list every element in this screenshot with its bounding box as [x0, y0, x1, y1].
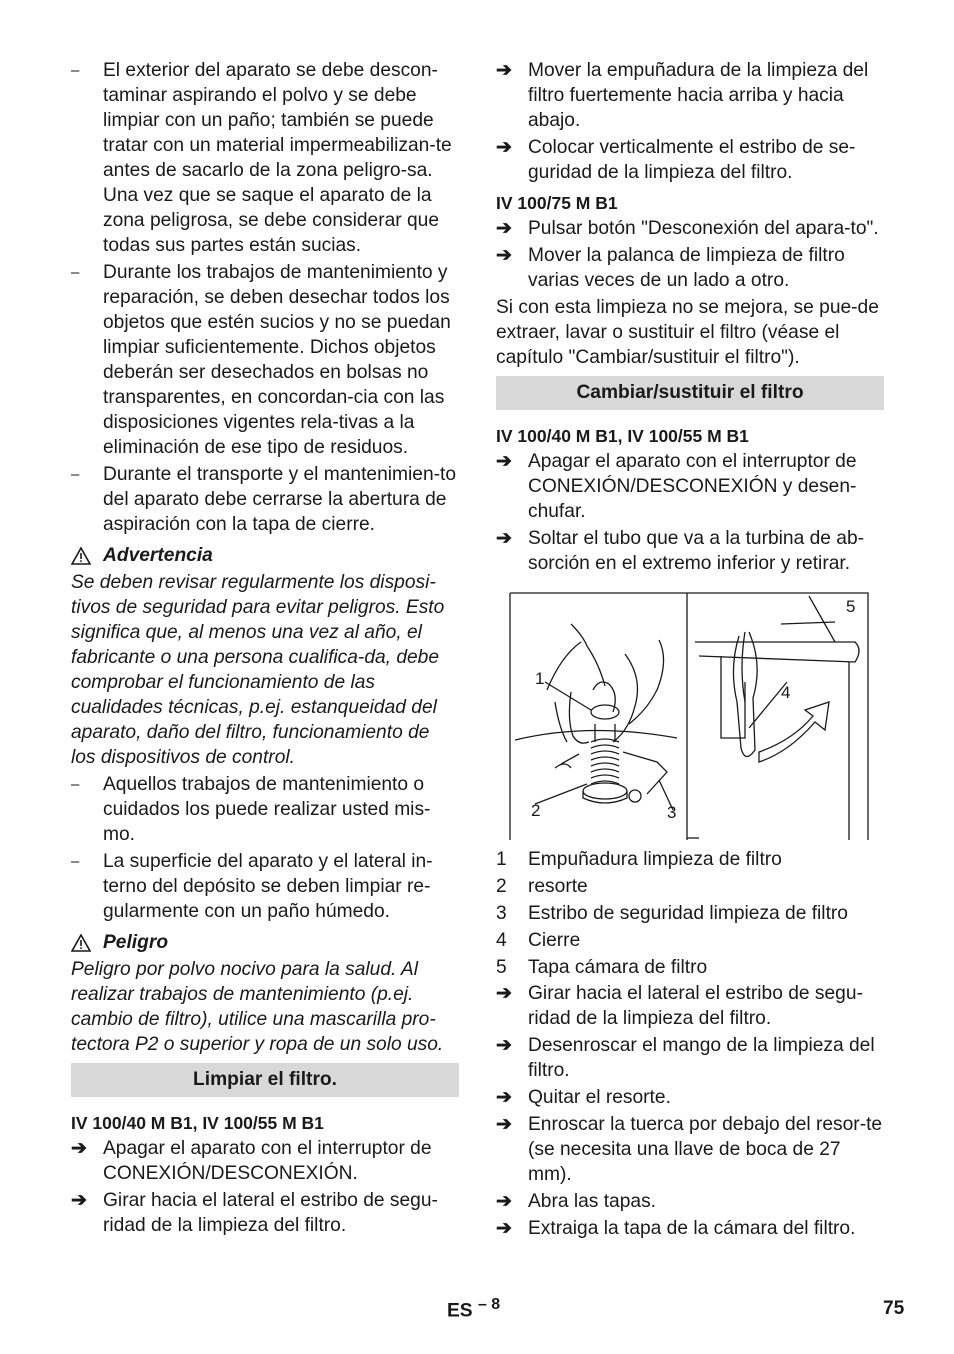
section-title: Limpiar el filtro.	[71, 1063, 459, 1097]
step-item: ➔ Girar hacia el lateral el estribo de segu-ridad de la limpieza del filtro.	[496, 983, 863, 1029]
arrow-right-icon: ➔	[496, 528, 512, 549]
callout-2: 2	[531, 801, 541, 820]
step-item: ➔ Mover la palanca de limpieza de filtro varias veces de un lado a otro.	[496, 245, 845, 291]
model-subheading: IV 100/40 M B1, IV 100/55 M B1	[496, 426, 749, 446]
callout-1: 1	[535, 669, 545, 688]
legend-item: 1 Empuñadura limpieza de filtro	[496, 849, 782, 870]
list-item: – Aquellos trabajos de mantenimiento o cuidados los puede realizar usted mis-mo.	[71, 774, 431, 845]
step-item: ➔ Extraiga la tapa de la cámara del filtro.	[496, 1218, 856, 1239]
filter-figure	[509, 592, 869, 840]
arrow-right-icon: ➔	[71, 1190, 87, 1211]
list-item: – La superficie del aparato y el lateral in-terno del depósito se deben limpiar re-gularmente con un paño húmedo.	[71, 851, 433, 922]
callout-3: 3	[667, 803, 677, 822]
warning-text: Se deben revisar regularmente los disposi-tivos de seguridad para evitar peligros. Esto significa que, al menos una vez al año, el fabricante o una persona cualifica-da, debe comprobar el funcionamiento de las cualidades técnicas, p.ej. estanqueidad del aparato, daño del filtro, funcionamiento de los dispositivos de control.	[71, 572, 445, 768]
list-item: – Durante los trabajos de mantenimiento y reparación, se deben desechar todos los objetos que estén sucios y no se puedan limpiar suficientemente. Dichos objetos deberán ser desechados en bolsas no transparentes, en concordan-cia con las disposiciones vigentes rela-tivas a la eliminación de ese tipo de residuos.	[71, 262, 451, 458]
model-subheading: IV 100/75 M B1	[496, 193, 618, 213]
legend-item: 5 Tapa cámara de filtro	[496, 957, 708, 978]
legend-item: 2 resorte	[496, 876, 588, 897]
step-item: ➔ Pulsar botón "Desconexión del apara-to".	[496, 218, 879, 239]
filter-cleaning-illustration	[509, 592, 869, 840]
step-item: ➔ Quitar el resorte.	[496, 1087, 671, 1108]
legend-item: 4 Cierre	[496, 930, 581, 951]
step-item: ➔ Mover la empuñadura de la limpieza del filtro fuertemente hacia arriba y hacia abajo.	[496, 60, 869, 131]
danger-text: Peligro por polvo nocivo para la salud. Al realizar trabajos de mantenimiento (p.ej. cambio de filtro), utilice una mascarilla pro-tectora P2 o superior y ropa de un solo uso.	[71, 959, 444, 1055]
section-title: Cambiar/sustituir el filtro	[496, 376, 884, 410]
arrow-right-icon: ➔	[496, 218, 512, 239]
step-item: ➔ Girar hacia el lateral el estribo de segu-ridad de la limpieza del filtro.	[71, 1190, 438, 1236]
step-item: ➔ Apagar el aparato con el interruptor de CONEXIÓN/DESCONEXIÓN y desen-chufar.	[496, 451, 857, 522]
page-footer-section: ES $^{- 8}$	[447, 1296, 501, 1322]
list-item: – El exterior del aparato se debe descon-taminar aspirando el polvo y se debe limpiar con un paño; también se puede tratar con un material impermeabilizan-te antes de sacarlo de la zona peligro-sa. Una vez que se saque el aparato de la zona peligrosa, se debe considerar que todas sus partes están sucias.	[71, 60, 452, 256]
legend-item: 3 Estribo de seguridad limpieza de filtro	[496, 903, 848, 924]
arrow-right-icon: ➔	[496, 1114, 512, 1135]
step-item: ➔ Colocar verticalmente el estribo de se-guridad de la limpieza del filtro.	[496, 137, 856, 183]
arrow-right-icon: ➔	[496, 60, 512, 81]
right-column	[496, 58, 884, 1243]
arrow-right-icon: ➔	[496, 137, 512, 158]
page-number: 75	[883, 1298, 905, 1319]
step-item: ➔ Desenroscar el mango de la limpieza del filtro.	[496, 1035, 875, 1081]
arrow-right-icon: ➔	[496, 983, 512, 1004]
list-item: – Durante el transporte y el mantenimien-to del aparato debe cerrarse la abertura de aspiración con la tapa de cierre.	[71, 464, 457, 535]
left-column	[71, 58, 459, 1240]
arrow-right-icon: ➔	[496, 1035, 512, 1056]
step-item: ➔ Abra las tapas.	[496, 1191, 656, 1212]
callout-4: 4	[781, 683, 791, 702]
danger-heading: Peligro	[71, 930, 459, 955]
arrow-right-icon: ➔	[496, 245, 512, 266]
arrow-right-icon: ➔	[71, 1138, 87, 1159]
callout-5: 5	[846, 597, 856, 616]
arrow-right-icon: ➔	[496, 451, 512, 472]
model-subheading: IV 100/40 M B1, IV 100/55 M B1	[71, 1113, 324, 1133]
warning-triangle-icon	[71, 934, 91, 952]
step-item: ➔ Apagar el aparato con el interruptor de CONEXIÓN/DESCONEXIÓN.	[71, 1138, 432, 1184]
step-item: ➔ Soltar el tubo que va a la turbina de ab-sorción en el extremo inferior y retirar.	[496, 528, 865, 574]
arrow-right-icon: ➔	[496, 1191, 512, 1212]
warning-triangle-icon	[71, 547, 91, 565]
arrow-right-icon: ➔	[496, 1087, 512, 1108]
warning-heading: Advertencia	[71, 543, 459, 568]
step-item: ➔ Enroscar la tuerca por debajo del resor-te (se necesita una llave de boca de 27 mm).	[496, 1114, 883, 1185]
arrow-right-icon: ➔	[496, 1218, 512, 1239]
paragraph: Si con esta limpieza no se mejora, se pue-de extraer, lavar o sustituir el filtro (véase el capítulo "Cambiar/sustituir el filtro").	[496, 297, 879, 368]
